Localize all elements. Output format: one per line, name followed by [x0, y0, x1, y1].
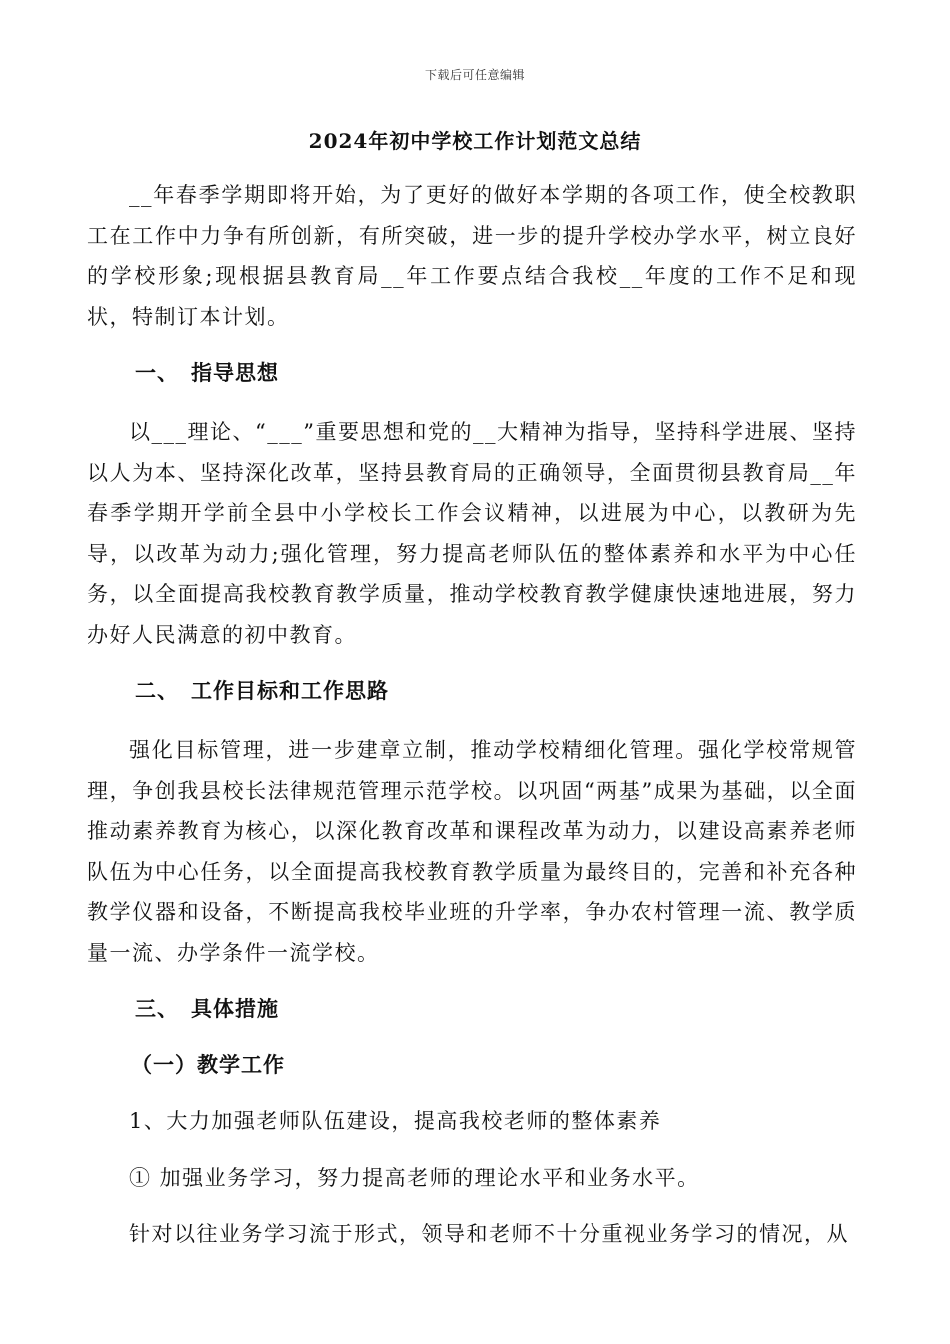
spacer	[87, 973, 857, 989]
list-item-1: 1、大力加强老师队伍建设，提高我校老师的整体素养	[129, 1109, 662, 1133]
section-number-2: 二、	[135, 678, 179, 703]
section-heading-3	[87, 989, 857, 1029]
spacer	[87, 1198, 857, 1214]
spacer	[87, 1029, 857, 1045]
spacer	[87, 711, 857, 730]
section-number-3: 三、	[135, 996, 179, 1021]
spacer	[87, 655, 857, 671]
section-title-3: 具体措施	[191, 996, 279, 1021]
subsection-heading: （一）教学工作	[131, 1052, 285, 1077]
spacer	[87, 337, 857, 353]
spacer	[87, 393, 857, 412]
section-title-1: 指导思想	[191, 360, 279, 385]
section-title-2: 工作目标和工作思路	[191, 678, 389, 703]
spacer	[87, 1085, 857, 1101]
section-heading-2	[87, 671, 857, 711]
intro-paragraph: __年春季学期即将开始，为了更好的做好本学期的各项工作，使全校教职工在工作中力争有所创新，有所突破，进一步的提升学校办学水平，树立良好的学校形象;现根据县教育局__年工作要点结合我校__年度的工作不足和现状，特制订本计划。	[87, 183, 857, 329]
document-body	[87, 175, 857, 1255]
spacer	[87, 1142, 857, 1158]
section-number-1: 一、	[135, 360, 179, 385]
section-body-1: 以___理论、“___”重要思想和党的__大精神为指导，坚持科学进展、坚持以人为本、坚持深化改革，坚持县教育局的正确领导，全面贯彻县教育局__年春季学期开学前全县中小学校长工作会议精神，以进展为中心，以教研为先导，以改革为动力;强化管理，努力提高老师队伍的整体素养和水平为中心任务，以全面提高我校教育教学质量，推动学校教育教学健康快速地进展，努力办好人民满意的初中教育。	[87, 420, 857, 647]
section-heading-1	[87, 353, 857, 393]
page-title: 2024年初中学校工作计划范文总结	[308, 129, 642, 153]
section-body-3: 针对以往业务学习流于形式，领导和老师不十分重视业务学习的情况，从	[129, 1222, 849, 1246]
section-body-2: 强化目标管理，进一步建章立制，推动学校精细化管理。强化学校常规管理，争创我县校长法律规范管理示范学校。以巩固“两基”成果为基础，以全面推动素养教育为核心，以深化教育改革和课程改革为动力，以建设高素养老师队伍为中心任务，以全面提高我校教育教学质量为最终目的，完善和补充各种教学仪器和设备，不断提高我校毕业班的升学率，争办农村管理一流、教学质量一流、办学条件一流学校。	[87, 738, 857, 965]
list-item-1-1: ① 加强业务学习，努力提高老师的理论水平和业务水平。	[129, 1165, 700, 1190]
header-note: 下载后可任意编辑	[424, 68, 525, 82]
